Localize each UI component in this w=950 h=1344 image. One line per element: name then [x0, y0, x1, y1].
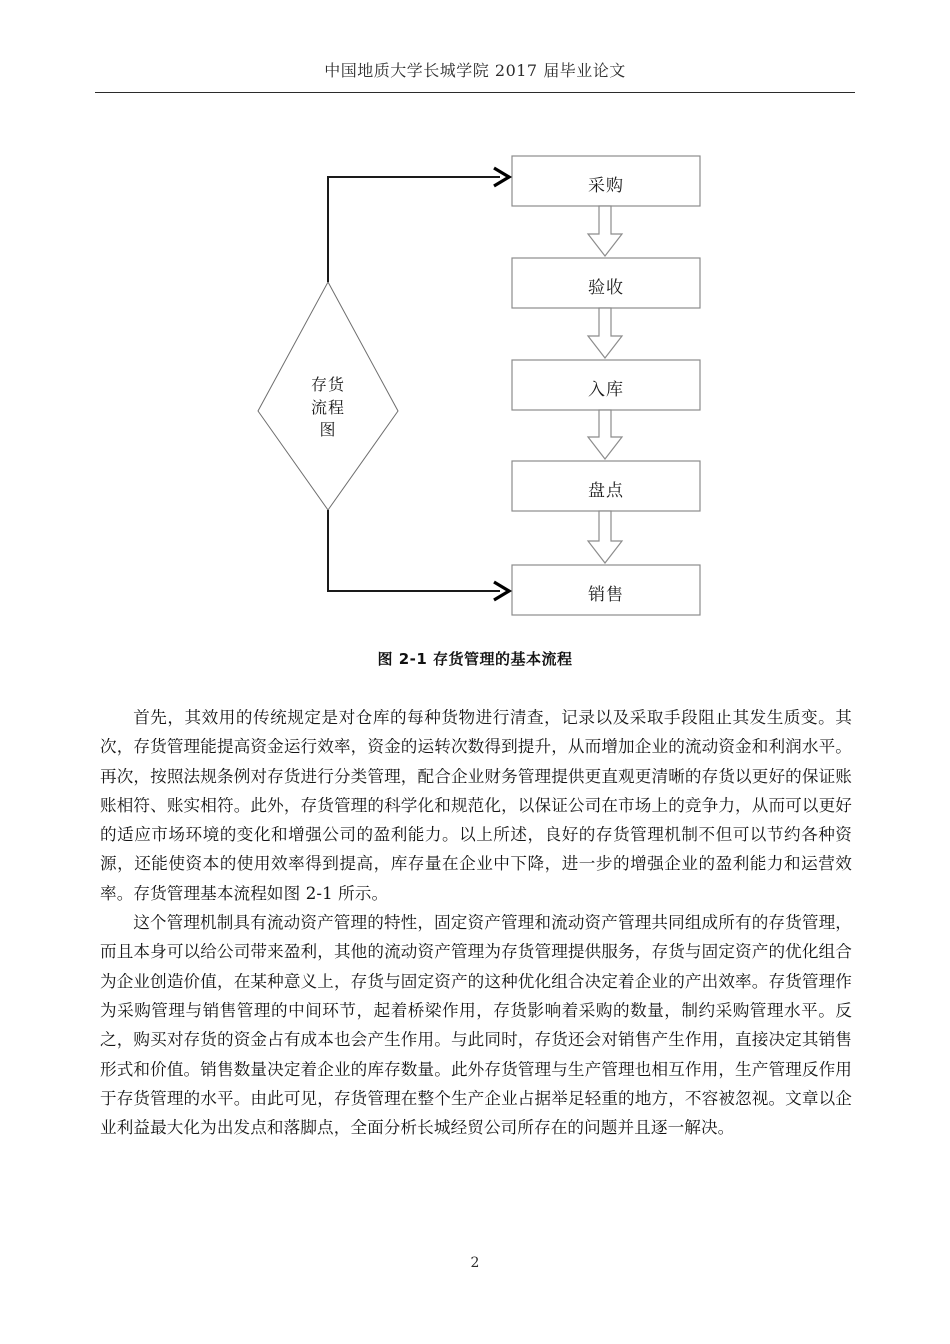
- header-divider-rule: [95, 92, 855, 93]
- figure-caption: 图 2-1 存货管理的基本流程: [377, 650, 573, 668]
- inventory-flowchart-figure: [95, 130, 855, 630]
- flow-label-warehousing: 入库: [588, 380, 624, 400]
- page-number: 2: [470, 1255, 480, 1271]
- block-arrow-inspection-to-warehousing: [588, 308, 622, 358]
- paragraph-1: 首先，其效用的传统规定是对仓库的每种货物进行清查，记录以及采取手段阻止其发生质变。其次，存货管理能提高资金运行效率，资金的运转次数得到提升，从而增加企业的流动资金和利润水平。再次，按照法规条例对存货进行分类管理，配合企业财务管理提供更直观更清晰的存货以更好的保证账账相符、账实相符。此外，存货管理的科学化和规范化，以保证公司在市场上的竞争力，从而可以更好的适应市场环境的变化和增强公司的盈利能力。以上所述，良好的存货管理机制不但可以节约各种资源，还能使资本的使用效率得到提高，库存量在企业中下降，进一步的增强企业的盈利能力和运营效率。存货管理基本流程如图 2-1 所示。: [100, 708, 852, 903]
- flowchart-svg: [95, 130, 855, 630]
- flow-label-sales: 销售: [588, 585, 624, 605]
- flow-box-stocktaking: [512, 461, 700, 511]
- diamond-label-line-2: 流程: [310, 397, 345, 417]
- flow-label-stocktaking: 盘点: [588, 481, 624, 501]
- block-arrow-purchase-to-inspection: [588, 206, 622, 256]
- flow-box-sales: [512, 565, 700, 615]
- flow-label-purchase: 采购: [588, 176, 624, 196]
- flow-label-inventory-process: [268, 374, 388, 442]
- flow-box-warehousing: [512, 360, 700, 410]
- connector-diamond-to-purchase: [328, 177, 500, 282]
- diamond-label-line-3: 图: [319, 420, 337, 440]
- body-text-block: [100, 703, 852, 1142]
- block-arrow-stocktaking-to-sales: [588, 511, 622, 563]
- paragraph-2: 这个管理机制具有流动资产管理的特性，固定资产管理和流动资产管理共同组成所有的存货管理，而且本身可以给公司带来盈利，其他的流动资产管理为存货管理提供服务，存货与固定资产的优化组合为企业创造价值，在某种意义上，存货与固定资产的这种优化组合决定着企业的产出效率。存货管理作为采购管理与销售管理的中间环节，起着桥梁作用，存货影响着采购的数量，制约采购管理水平。反之，购买对存货的资金占有成本也会产生作用。与此同时，存货还会对销售产生作用，直接决定其销售形式和价值。销售数量决定着企业的库存数量。此外存货管理与生产管理也相互作用，生产管理反作用于存货管理的水平。由此可见，存货管理在整个生产企业占据举足轻重的地方，不容被忽视。文章以企业利益最大化为出发点和落脚点，全面分析长城经贸公司所存在的问题并且逐一解决。: [100, 913, 852, 1138]
- running-header-title: 中国地质大学长城学院 2017 届毕业论文: [324, 61, 626, 80]
- block-arrow-warehousing-to-stocktaking: [588, 410, 622, 459]
- diamond-label-line-1: 存货: [310, 375, 345, 394]
- running-header: [95, 58, 855, 81]
- flow-box-inspection: [512, 258, 700, 308]
- flow-box-purchase: [512, 156, 700, 206]
- flow-label-inspection: 验收: [588, 278, 624, 298]
- connector-diamond-to-sales: [328, 510, 500, 591]
